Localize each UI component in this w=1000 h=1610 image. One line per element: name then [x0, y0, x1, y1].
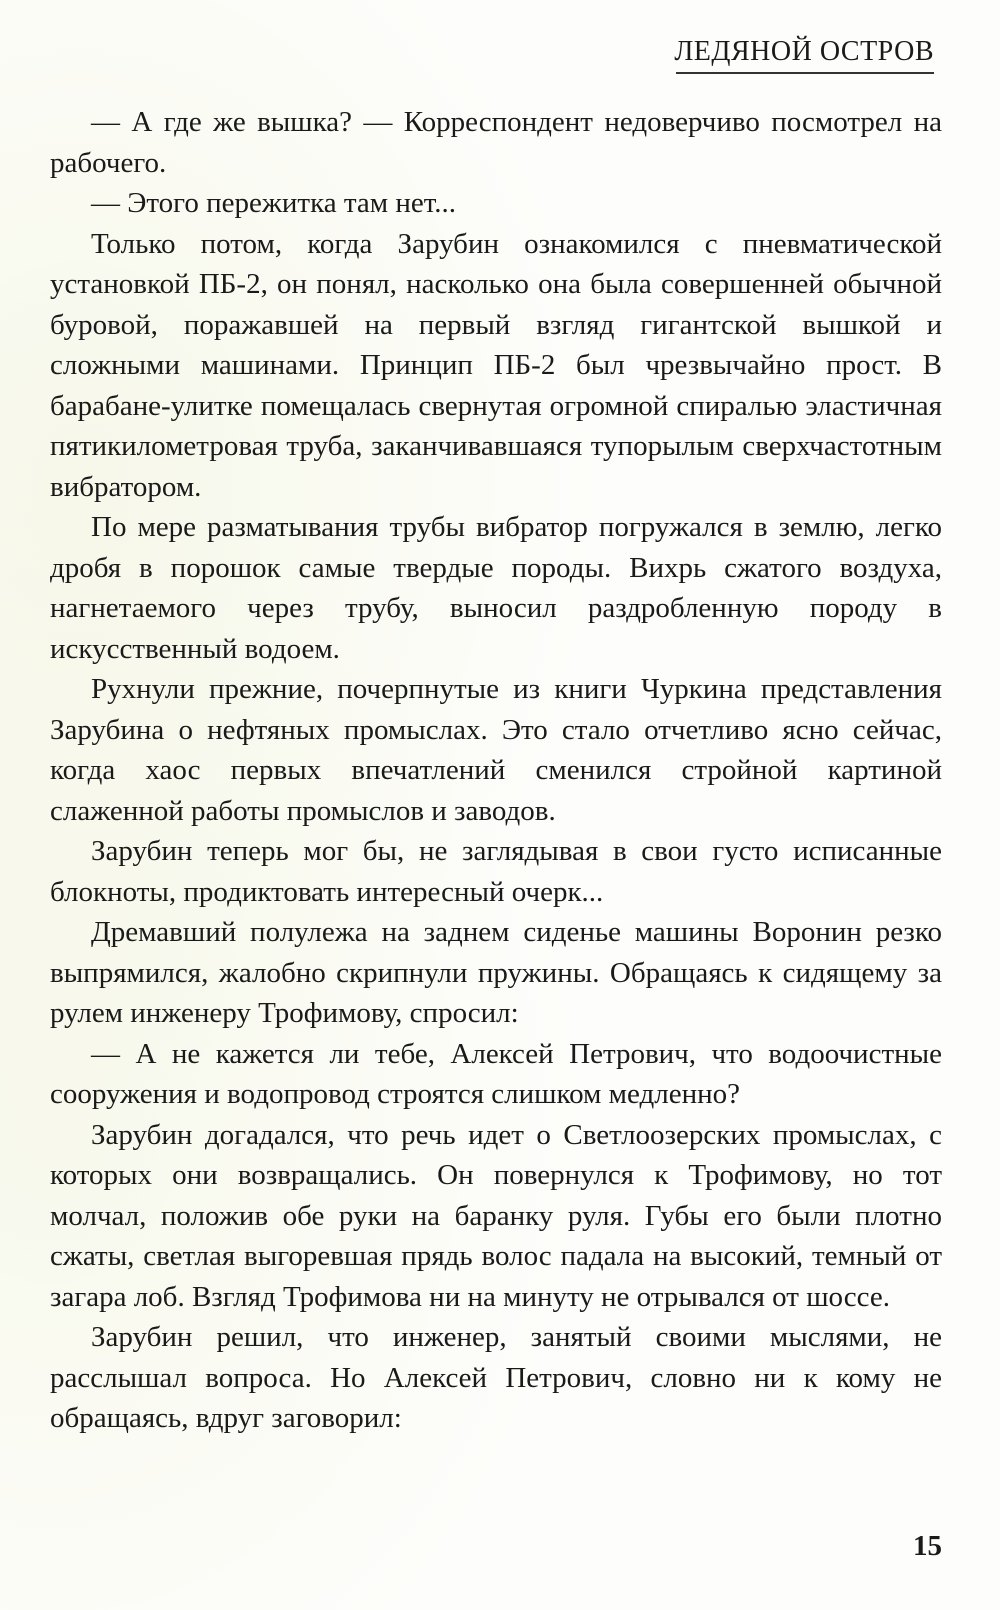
- header-rule: [676, 72, 934, 74]
- paragraph: — А где же вышка? — Корреспондент недоверчиво посмотрел на рабочего.: [50, 106, 942, 179]
- paragraph: Дремавший полулежа на заднем сиденье машины Воронин резко выпрямился, жалобно скрипнули пружины. Обращаясь к сидящему за рулем инженеру Трофимову, спросил:: [50, 916, 942, 1029]
- running-title: ЛЕДЯНОЙ ОСТРОВ: [674, 36, 934, 67]
- running-header: [0, 36, 934, 68]
- paragraph: Зарубин теперь мог бы, не заглядывая в свои густо исписанные блокноты, продиктовать интересный очерк...: [50, 835, 942, 908]
- paragraph: — Этого пережитка там нет...: [91, 187, 457, 219]
- paragraph: По мере разматывания трубы вибратор погружался в землю, легко дробя в порошок самые твердые породы. Вихрь сжатого воздуха, нагнетаемого через трубу, выносил раздробленную породу в искусственный водоем.: [50, 511, 942, 665]
- body-text: [50, 102, 942, 1439]
- paragraph: — А не кажется ли тебе, Алексей Петрович, что водоочистные сооружения и водопровод строятся слишком медленно?: [50, 1037, 942, 1110]
- paragraph: Рухнули прежние, почерпнутые из книги Чуркина представления Зарубина о нефтяных промыслах. Это стало отчетливо ясно сейчас, когда хаос первых впечатлений сменился стройной картиной слаженной работы промыслов и заводов.: [50, 673, 942, 827]
- page-number: 15: [913, 1530, 942, 1562]
- paragraph: Зарубин догадался, что речь идет о Светлоозерских промыслах, с которых они возвращались. Он повернулся к Трофимову, но тот молчал, положив обе руки на баранку руля. Губы его были плотно сжаты, светлая выгоревшая прядь волос падала на высокий, темный от загара лоб. Взгляд Трофимова ни на минуту не отрывался от шоссе.: [50, 1118, 942, 1313]
- paragraph: Только потом, когда Зарубин ознакомился с пневматической установкой ПБ-2, он понял, насколько она была совершенней обычной буровой, поражавшей на первый взгляд гигантской вышкой и сложными машинами. Принцип ПБ-2 был чрезвычайно прост. В барабане-улитке помещалась свернутая огромной спиралью эластичная пятикилометровая труба, заканчивавшаяся тупорылым сверхчастотным вибратором.: [50, 227, 942, 503]
- paragraph: Зарубин решил, что инженер, занятый своими мыслями, не расслышал вопроса. Но Алексей Петрович, словно ни к кому не обращаясь, вдруг заговорил:: [50, 1321, 942, 1434]
